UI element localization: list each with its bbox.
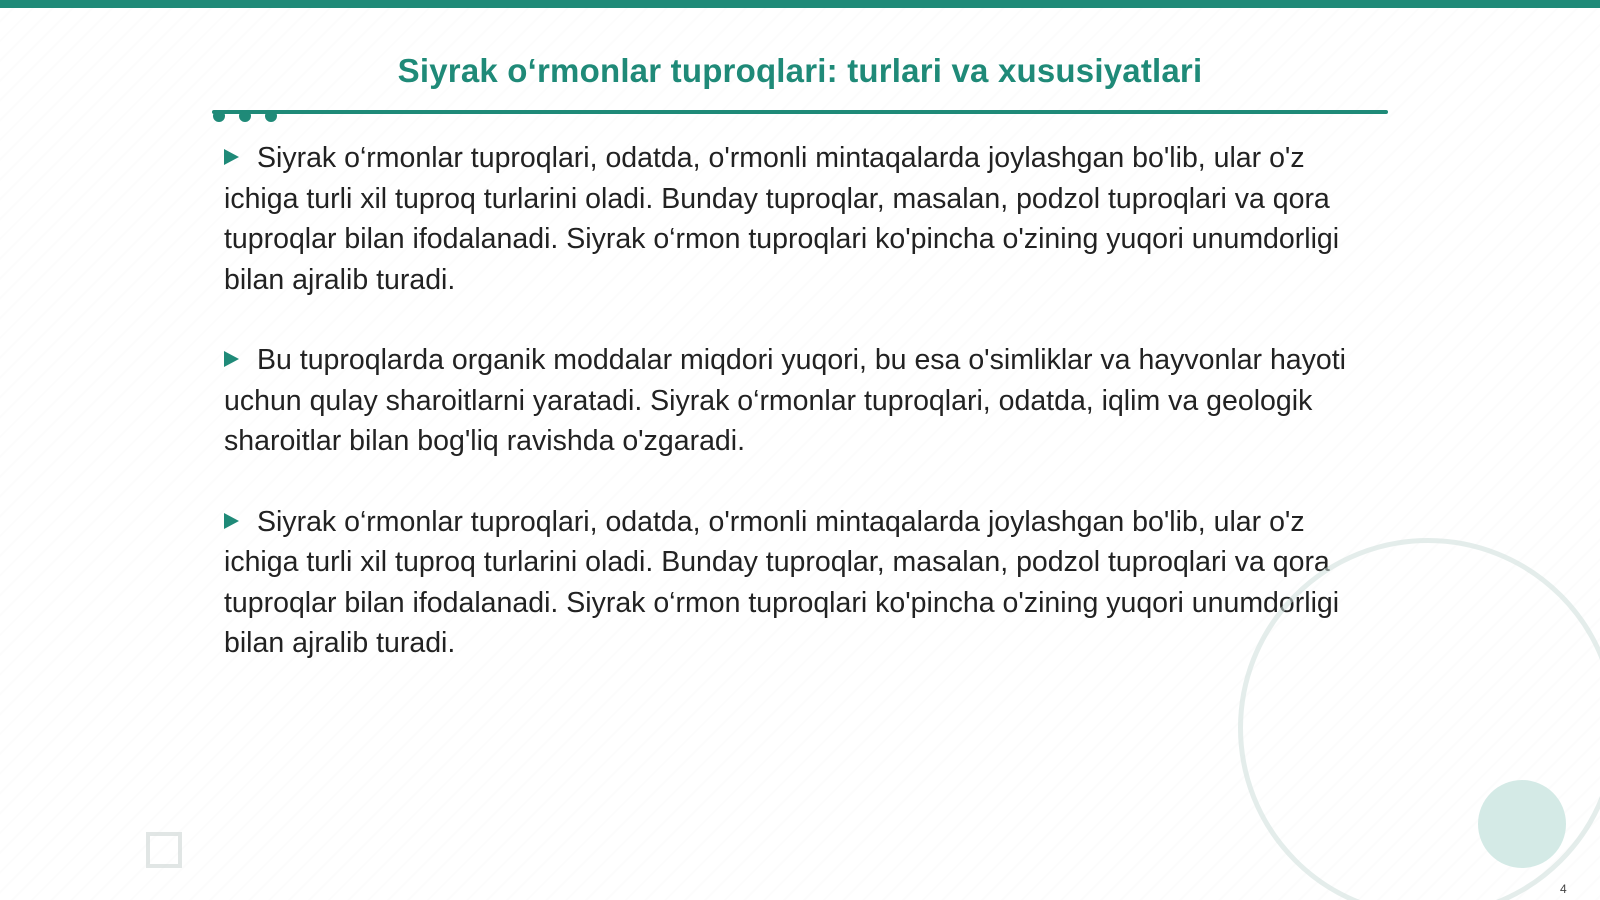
decorative-square bbox=[146, 832, 182, 868]
bullet-text: Bu tuproqlarda organik moddalar miqdori yuqori, bu esa o'simliklar va hayvonlar hayoti uchun qulay sharoitlarni yaratadi. Siyrak o‘rmonlar tuproqlari, odatda, iqlim va geologik sharoitlar bilan bog'liq ravishda o'zgaradi. bbox=[224, 344, 1346, 457]
slide-title: Siyrak o‘rmonlar tuproqlari: turlari va xususiyatlari bbox=[397, 52, 1203, 89]
underline-dot bbox=[213, 110, 225, 122]
title-underline bbox=[212, 110, 1388, 114]
bullet-text: Siyrak o‘rmonlar tuproqlari, odatda, o'rmonli mintaqalarda joylashgan bo'lib, ular o'z ichiga turli xil tuproq turlarini oladi. Bunday tuproqlar, masalan, podzol tuproqlari va qora tuproqlar bilan ifodalanadi. Siyrak o‘rmon tuproqlari ko'pincha o'zining yuqori unumdorligi bilan ajralib turadi. bbox=[224, 142, 1340, 296]
triangle-right-icon bbox=[224, 149, 239, 165]
underline-dot bbox=[239, 110, 251, 122]
bullet-text: Siyrak o‘rmonlar tuproqlari, odatda, o'rmonli mintaqalarda joylashgan bo'lib, ular o'z ichiga turli xil tuproq turlarini oladi. Bunday tuproqlar, masalan, podzol tuproqlari va qora tuproqlar bilan ifodalanadi. Siyrak o‘rmon tuproqlari ko'pincha o'zining yuqori unumdorligi bilan ajralib turadi. bbox=[224, 505, 1340, 659]
triangle-right-icon bbox=[224, 513, 239, 529]
page-number: 4 bbox=[1560, 882, 1567, 896]
bullet-item bbox=[224, 502, 1384, 664]
bullet-item bbox=[224, 340, 1384, 462]
bullet-list bbox=[224, 138, 1384, 704]
bullet-item bbox=[224, 138, 1384, 300]
top-accent-bar bbox=[0, 0, 1600, 8]
decorative-circle bbox=[1478, 780, 1566, 868]
underline-dot bbox=[265, 110, 277, 122]
triangle-right-icon bbox=[224, 351, 239, 367]
